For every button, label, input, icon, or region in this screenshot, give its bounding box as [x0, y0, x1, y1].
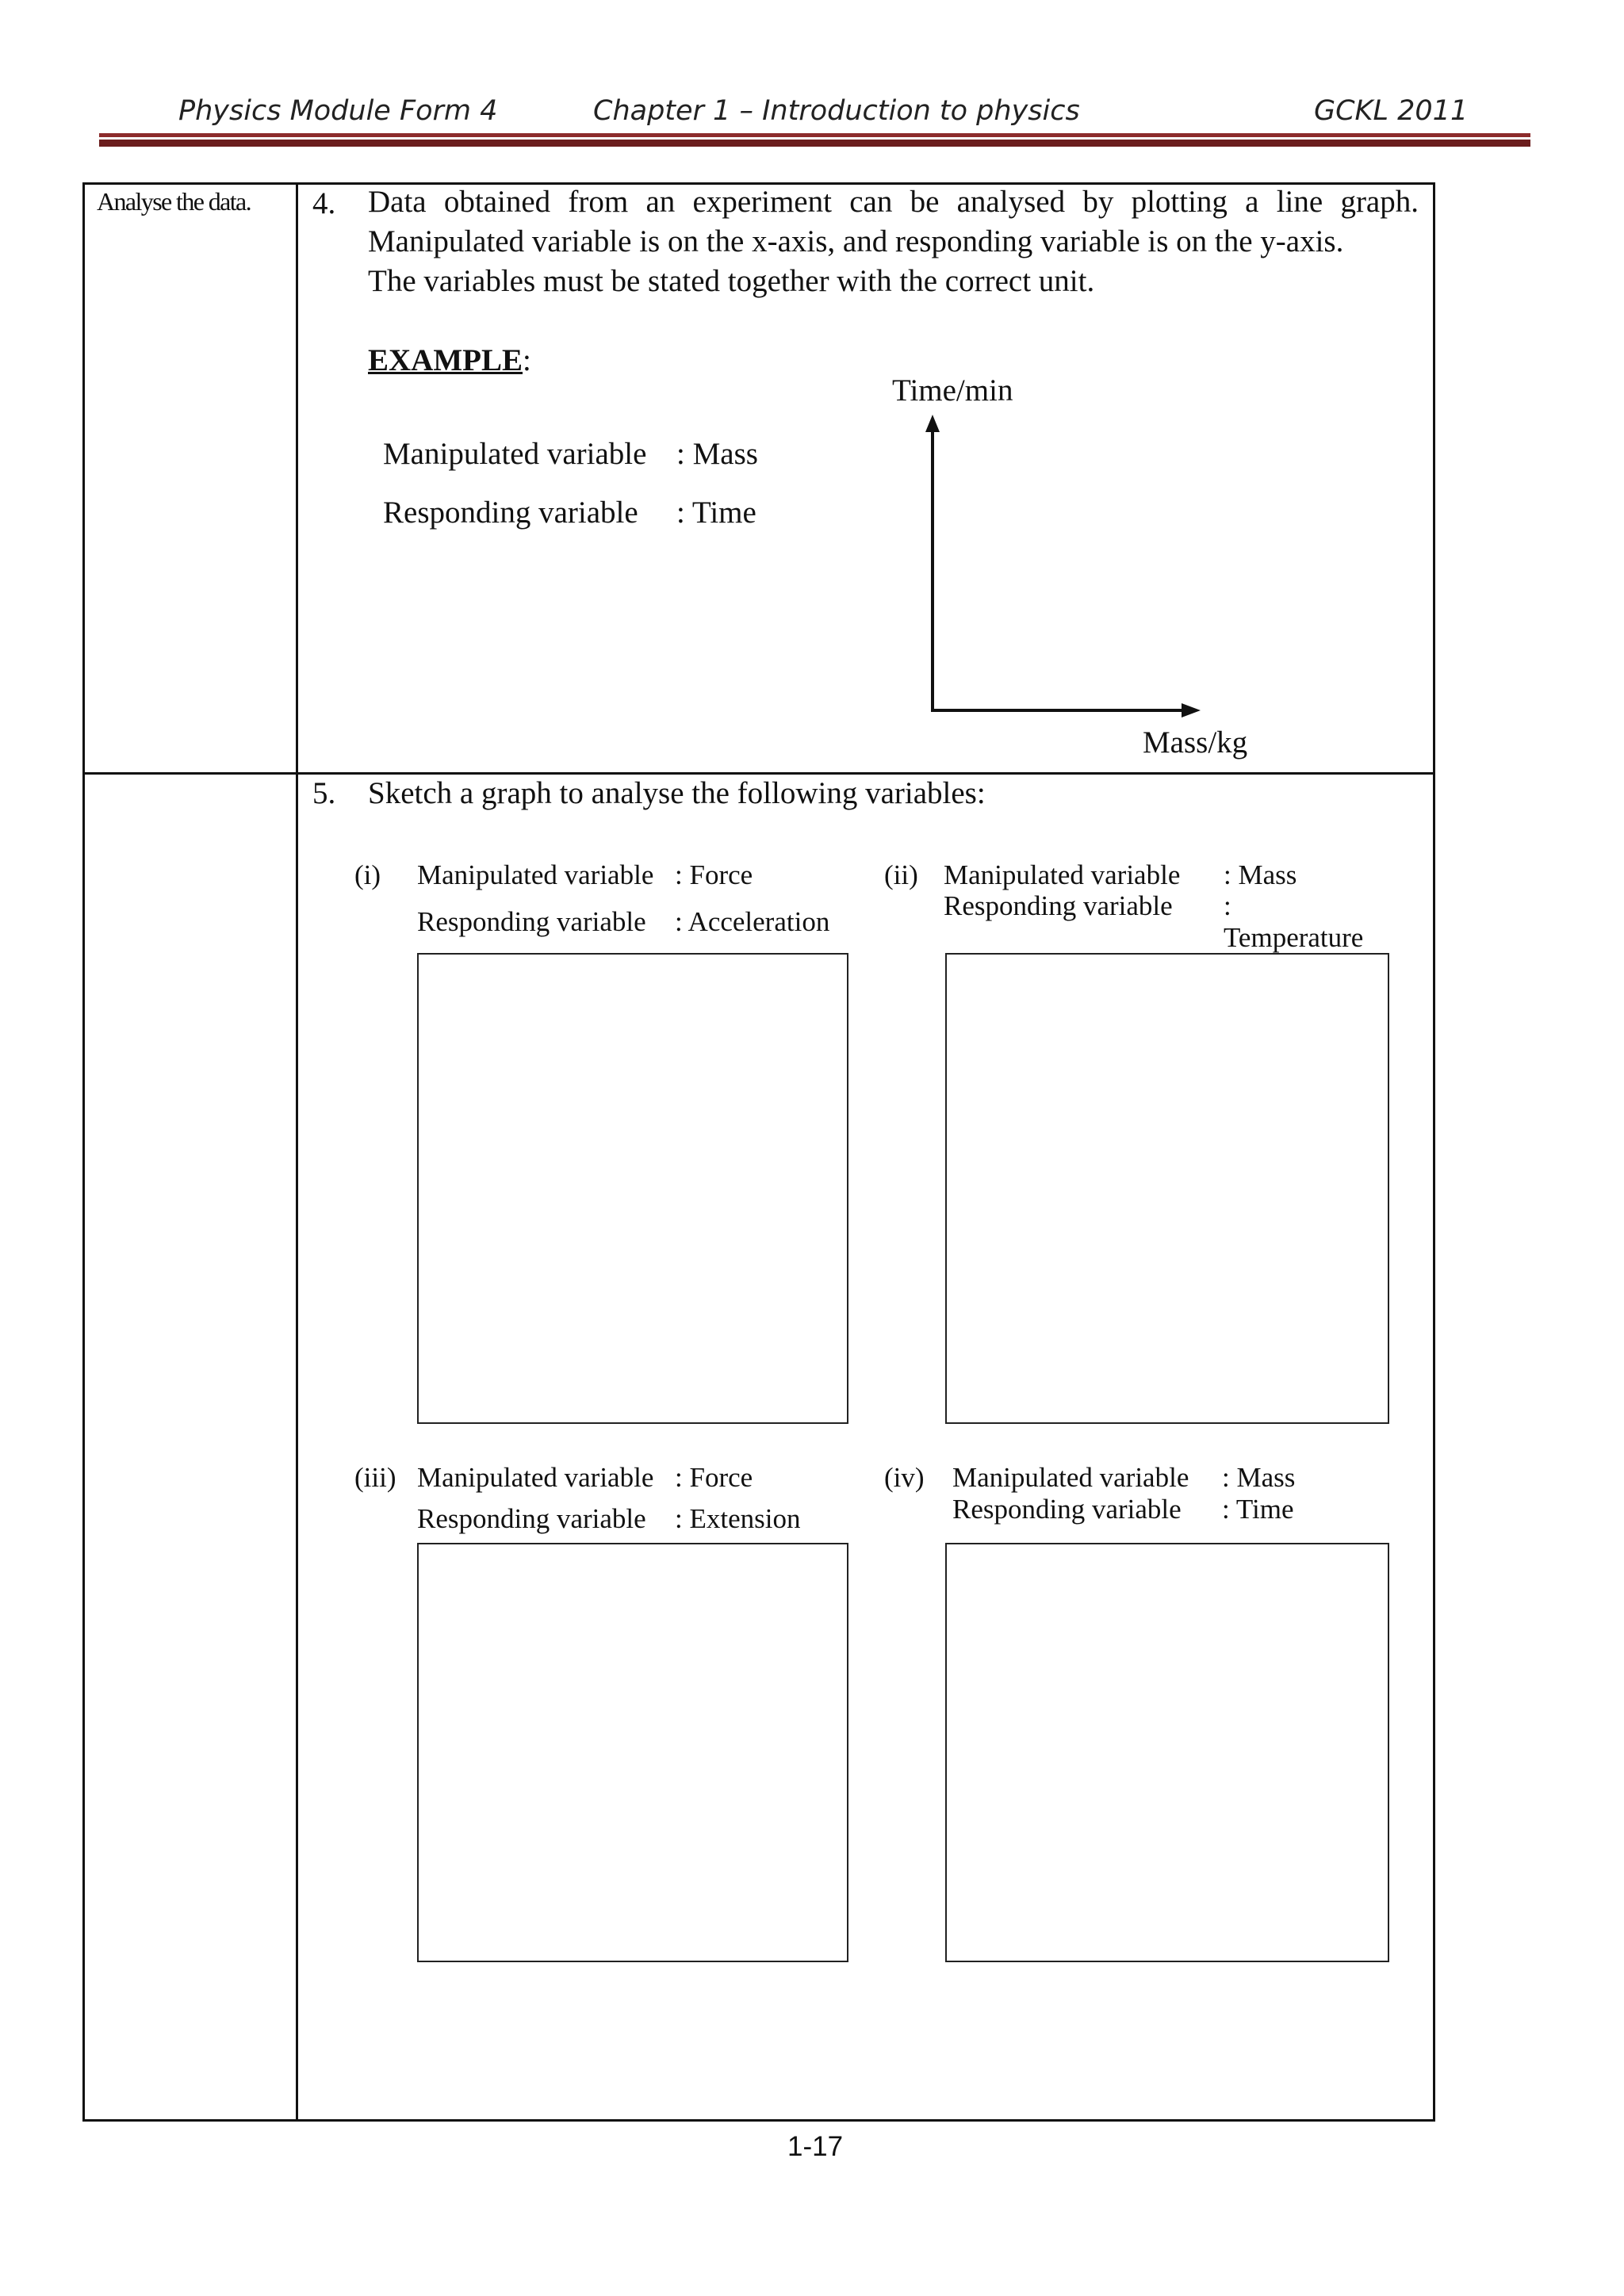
header-rule-bottom: [99, 140, 1530, 147]
paragraph-line-1: Data obtained from an experiment can be analysed by plotting a line graph.: [368, 185, 1419, 219]
part-iv-number: (iv): [884, 1462, 925, 1493]
part-iii-manipulated-label: Manipulated variable: [417, 1462, 654, 1493]
example-manipulated-value: : Mass: [676, 437, 758, 471]
part-iii-manipulated-value: : Force: [675, 1462, 753, 1493]
x-axis-arrowhead: [1182, 703, 1201, 718]
part-i-responding-value: : Acceleration: [675, 906, 830, 937]
example-colon: :: [523, 343, 531, 377]
part-ii-responding-value: :: [1224, 890, 1231, 921]
example-responding-value: : Time: [676, 496, 756, 530]
header-rule-top: [99, 133, 1530, 137]
part-ii-manipulated-value: : Mass: [1224, 859, 1297, 890]
page-number: 1-17: [787, 2131, 844, 2162]
part-i-responding-label: Responding variable: [417, 906, 646, 937]
header-right: GCKL 2011: [1314, 95, 1469, 127]
table-row-divider: [82, 772, 1435, 775]
part-ii-sketch-box[interactable]: [945, 953, 1389, 1424]
example-heading: [368, 342, 531, 378]
y-axis-arrowhead: [925, 415, 940, 432]
part-i-sketch-box[interactable]: [417, 953, 848, 1424]
part-iii-responding-label: Responding variable: [417, 1503, 646, 1534]
part-ii-responding-label: Responding variable: [944, 890, 1173, 921]
part-ii-manipulated-label: Manipulated variable: [944, 859, 1181, 890]
part-ii-number: (ii): [884, 859, 918, 890]
part-iii-number: (iii): [354, 1462, 396, 1493]
row-label-analyse: Analyse the data.: [97, 187, 251, 216]
table-border-left: [82, 182, 85, 2122]
part-ii-responding-value-continued: Temperature: [1224, 922, 1364, 953]
example-label: EXAMPLE: [368, 343, 523, 377]
part-iii-responding-value: : Extension: [675, 1503, 801, 1534]
part-iv-manipulated-value: : Mass: [1222, 1462, 1296, 1493]
part-i-manipulated-label: Manipulated variable: [417, 859, 654, 890]
part-iii-sketch-box[interactable]: [417, 1543, 848, 1962]
example-graph-axes: [912, 408, 1213, 721]
example-responding-label: Responding variable: [383, 496, 638, 530]
table-border-right: [1433, 182, 1435, 2122]
part-iv-manipulated-label: Manipulated variable: [952, 1462, 1189, 1493]
part-iv-responding-label: Responding variable: [952, 1494, 1182, 1525]
part-iv-sketch-box[interactable]: [945, 1543, 1389, 1962]
table-column-divider: [296, 182, 298, 2122]
example-graph-x-label: Mass/kg: [1143, 725, 1248, 760]
table-border-bottom: [82, 2119, 1435, 2122]
part-iv-responding-value: : Time: [1222, 1494, 1294, 1525]
paragraph-line-2: Manipulated variable is on the x-axis, and responding variable is on the y-axis.: [368, 224, 1344, 258]
header-center: Chapter 1 – Introduction to physics: [593, 95, 1080, 127]
example-manipulated-label: Manipulated variable: [383, 437, 647, 471]
header-left: Physics Module Form 4: [178, 95, 498, 127]
example-graph-y-label: Time/min: [892, 373, 1013, 408]
paragraph-line-3: The variables must be stated together with the correct unit.: [368, 264, 1095, 298]
item-number-4: 4.: [312, 186, 336, 220]
part-i-number: (i): [354, 859, 381, 890]
item-number-5: 5.: [312, 776, 336, 810]
part-i-manipulated-value: : Force: [675, 859, 753, 890]
sketch-instruction: Sketch a graph to analyse the following variables:: [368, 776, 986, 810]
